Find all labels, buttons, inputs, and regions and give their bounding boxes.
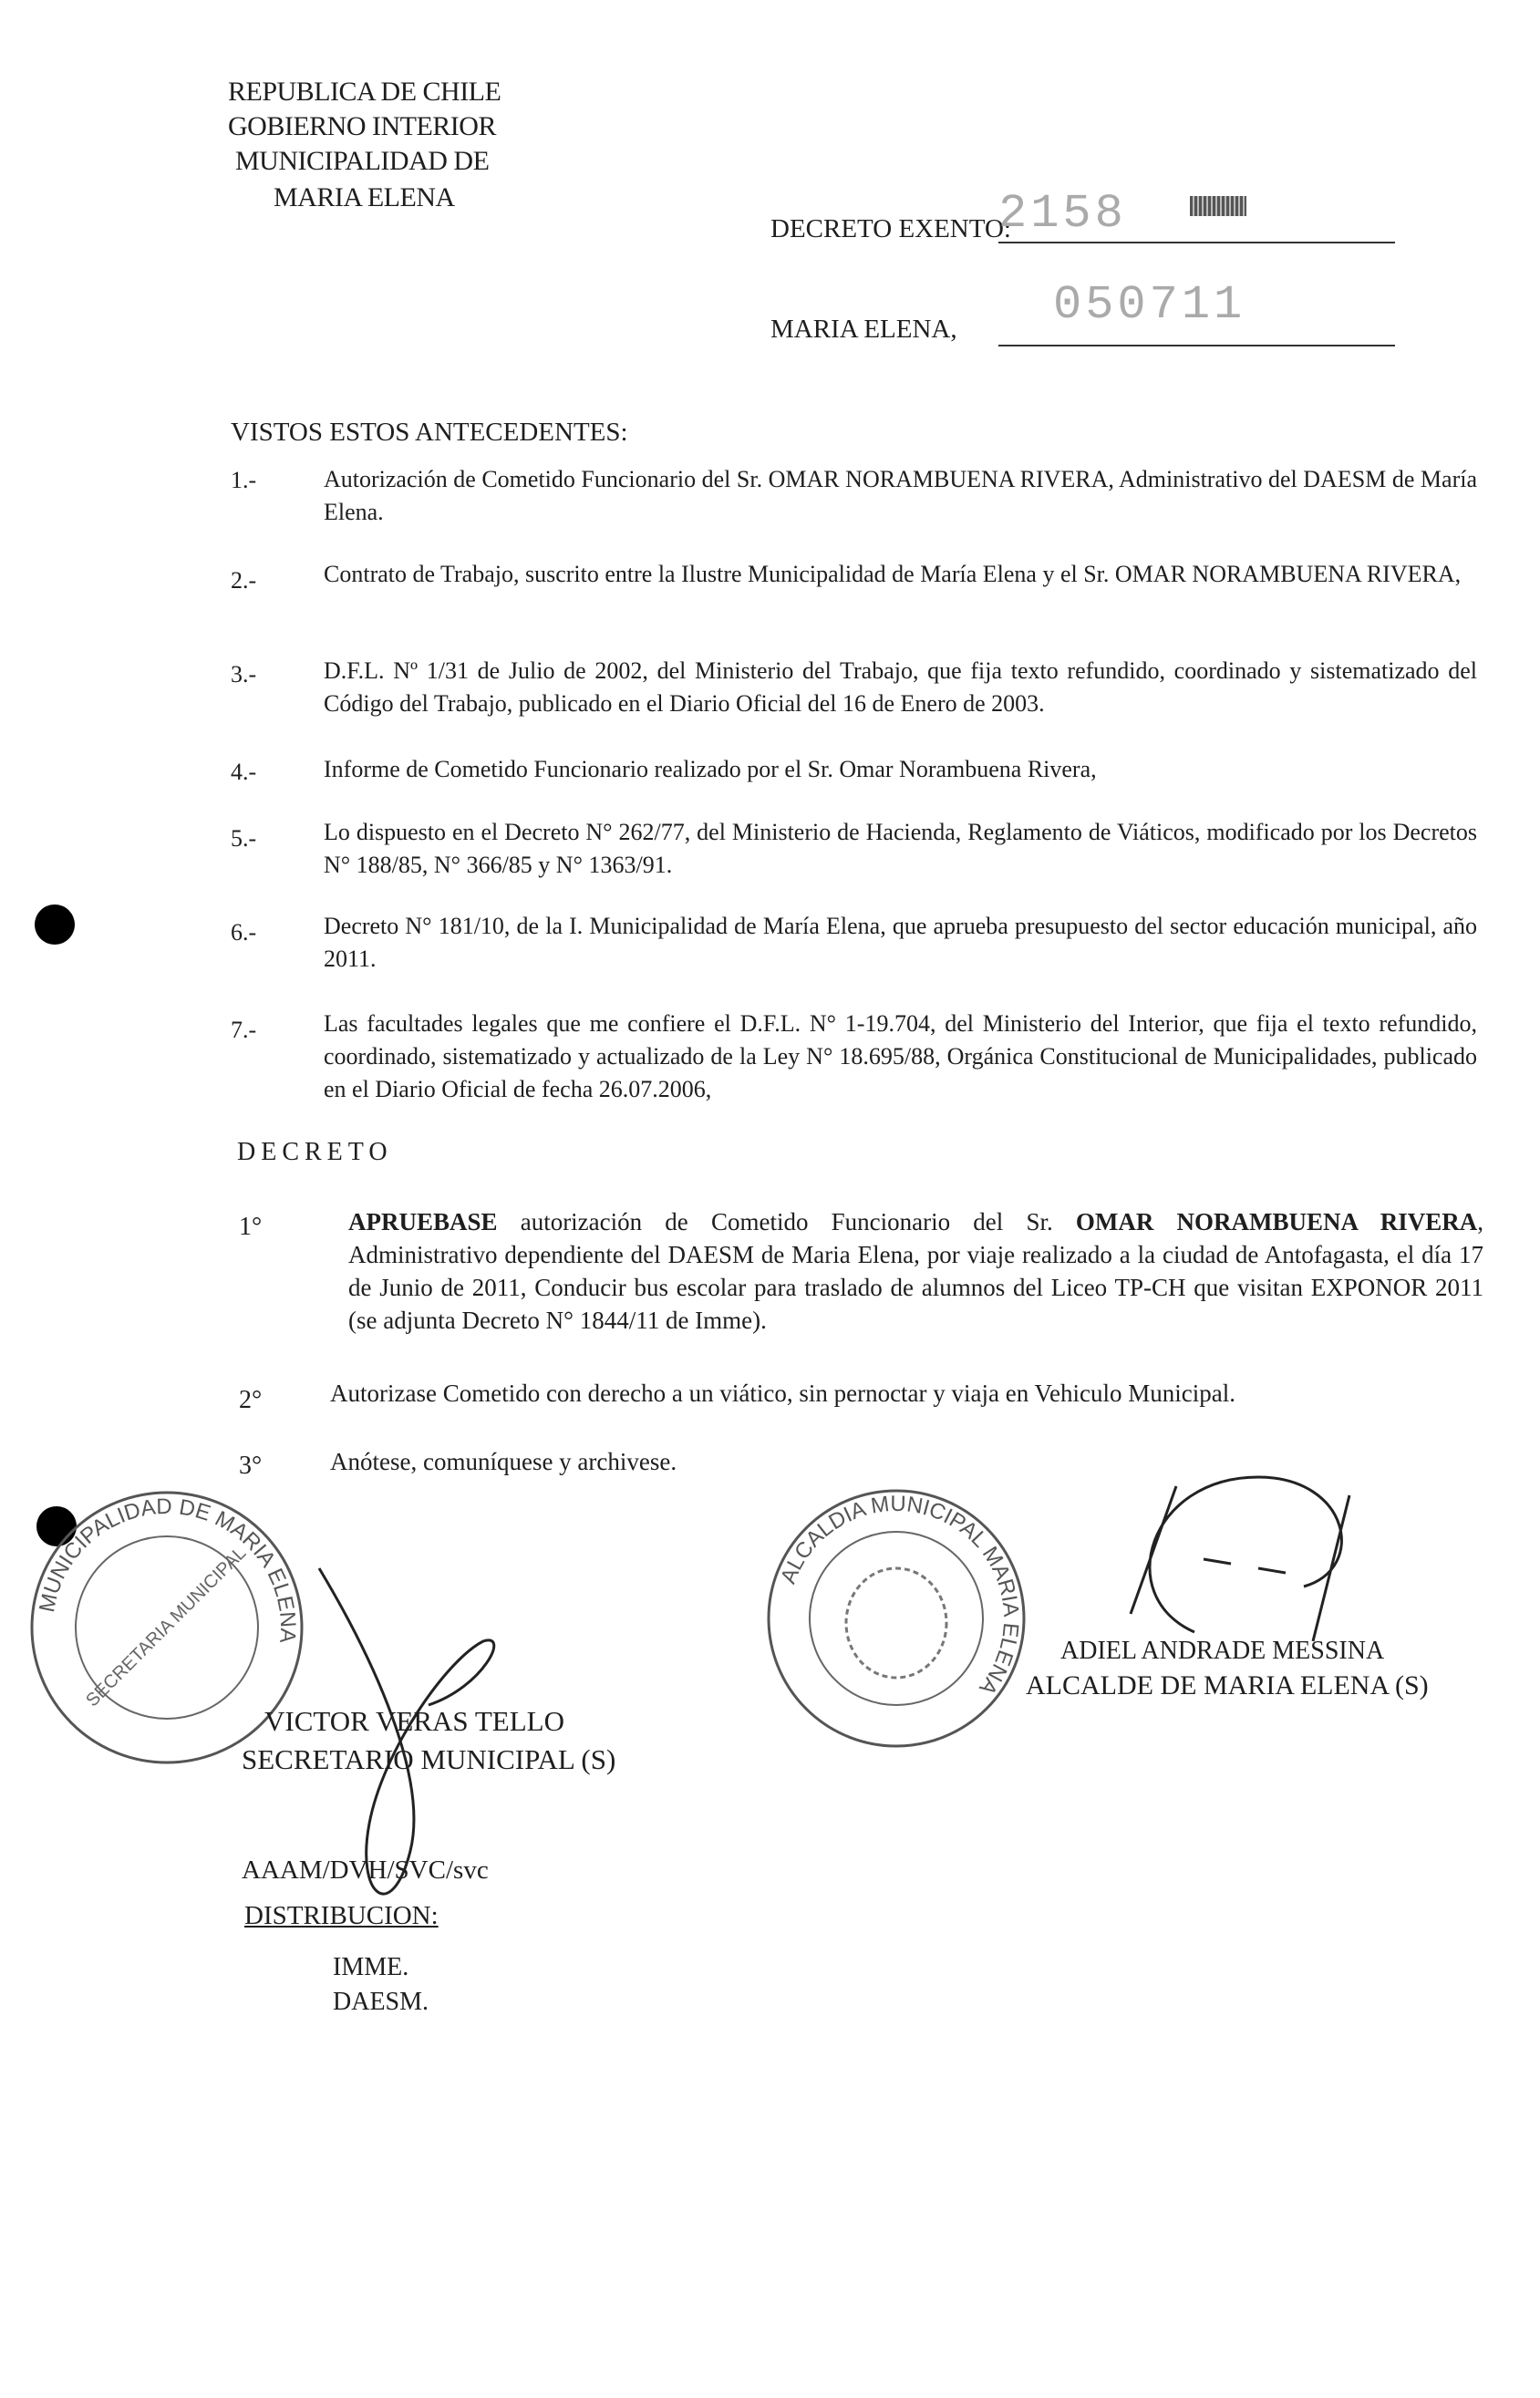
redacted-mark xyxy=(1190,196,1246,216)
punch-hole xyxy=(35,904,75,945)
decree-number-line xyxy=(998,242,1395,243)
left-signer-role: SECRETARIO MUNICIPAL (S) xyxy=(242,1743,616,1775)
vistos-num: 7.- xyxy=(231,1017,257,1043)
vistos-num: 6.- xyxy=(231,919,257,946)
seal-text: MUNICIPALIDAD DE MARIA ELENA xyxy=(35,1494,301,1644)
right-signature xyxy=(1076,1459,1386,1659)
vistos-item: Autorización de Cometido Funcionario del Sr. OMAR NORAMBUENA RIVERA, Administrativo del DAESM de María Elena. xyxy=(324,466,1477,525)
header-line: REPUBLICA DE CHILE xyxy=(228,77,501,107)
vistos-num: 3.- xyxy=(231,661,257,687)
employee-name: OMAR NORAMBUENA RIVERA xyxy=(1075,1208,1478,1235)
distribution-item: IMME. xyxy=(333,1953,409,1981)
initials: AAAM/DVH/SVC/svc xyxy=(242,1855,489,1885)
decree-number: 2158 xyxy=(998,187,1127,241)
header-line: MUNICIPALIDAD DE xyxy=(235,146,490,176)
vistos-num: 2.- xyxy=(231,567,257,594)
right-signer-role: ALCALDE DE MARIA ELENA (S) xyxy=(1026,1670,1429,1700)
header-line: MARIA ELENA xyxy=(274,182,455,212)
decreto-item-1 xyxy=(348,1205,1483,1337)
distribution-item: DAESM. xyxy=(333,1988,429,2016)
seal-inner-text: SECRETARIA MUNICIPAL xyxy=(82,1543,251,1711)
vistos-item: Lo dispuesto en el Decreto N° 262/77, del Ministerio de Hacienda, Reglamento de Viáticos, modificado por los Decretos N° 188/85, N° 366/85 y N° 1363/91. xyxy=(324,819,1477,878)
alcaldia-seal xyxy=(764,1486,1028,1751)
distribution-title: DISTRIBUCION: xyxy=(244,1901,439,1930)
text: autorización de Cometido Funcionario del Sr. xyxy=(497,1208,1076,1235)
vistos-num: 1.- xyxy=(231,467,257,493)
vistos-title: VISTOS ESTOS ANTECEDENTES: xyxy=(231,418,628,447)
vistos-item: D.F.L. Nº 1/31 de Julio de 2002, del Ministerio del Trabajo, que fija texto refundido, coordinado y sistematizado del Código del Trabajo, publicado en el Diario Oficial del 16 de Enero de 2003. xyxy=(324,657,1477,717)
date-line xyxy=(998,345,1395,346)
header-line: GOBIERNO INTERIOR xyxy=(228,111,496,141)
vistos-num: 5.- xyxy=(231,825,257,852)
left-signer-name: VICTOR VERAS TELLO xyxy=(264,1705,564,1737)
decreto-title: DECRETO xyxy=(237,1138,393,1166)
seal-text: ALCALDIA MUNICIPAL MARIA ELENA xyxy=(776,1491,1024,1700)
decreto-num: 2° xyxy=(239,1386,263,1414)
decree-date: 050711 xyxy=(1053,278,1246,332)
vistos-item: Informe de Cometido Funcionario realizado por el Sr. Omar Norambuena Rivera, xyxy=(324,756,1097,782)
approve-keyword: APRUEBASE xyxy=(348,1208,498,1235)
decreto-num: 1° xyxy=(239,1213,263,1241)
vistos-item: Las facultades legales que me confiere el D.F.L. N° 1-19.704, del Ministerio del Interior, que fija el texto refundido, coordinado, sistematizado y actualizado de la Ley N° 18.695/88, Orgánica Constitucional de Municipalidades, publicado en el Diario Oficial de fecha 26.07.2006, xyxy=(324,1010,1477,1102)
place-label: MARIA ELENA, xyxy=(770,315,957,344)
decreto-item-3: Anótese, comuníquese y archivese. xyxy=(330,1448,677,1475)
decreto-num: 3° xyxy=(239,1452,263,1480)
decree-label: DECRETO EXENTO: xyxy=(770,214,1011,243)
vistos-item: Contrato de Trabajo, suscrito entre la Ilustre Municipalidad de María Elena y el Sr. OMAR NORAMBUENA RIVERA, xyxy=(324,561,1462,587)
right-signer-name: ADIEL ANDRADE MESSINA xyxy=(1060,1637,1385,1665)
vistos-item: Decreto N° 181/10, de la I. Municipalidad de María Elena, que aprueba presupuesto del sector educación municipal, año 2011. xyxy=(324,913,1477,972)
decreto-item-2: Autorizase Cometido con derecho a un viático, sin pernoctar y viaja en Vehiculo Municipal. xyxy=(330,1380,1235,1407)
vistos-num: 4.- xyxy=(231,759,257,785)
text: , Administrativo dependiente del DAESM de Maria Elena, por viaje realizado a la ciudad de Antofagasta, el día 17 de Junio de 2011, Conducir bus escolar para traslado de alumnos del Liceo TP-CH que visitan EXPONOR 2011 (se adjunta Decreto N° 1844/11 de Imme). xyxy=(348,1208,1483,1334)
